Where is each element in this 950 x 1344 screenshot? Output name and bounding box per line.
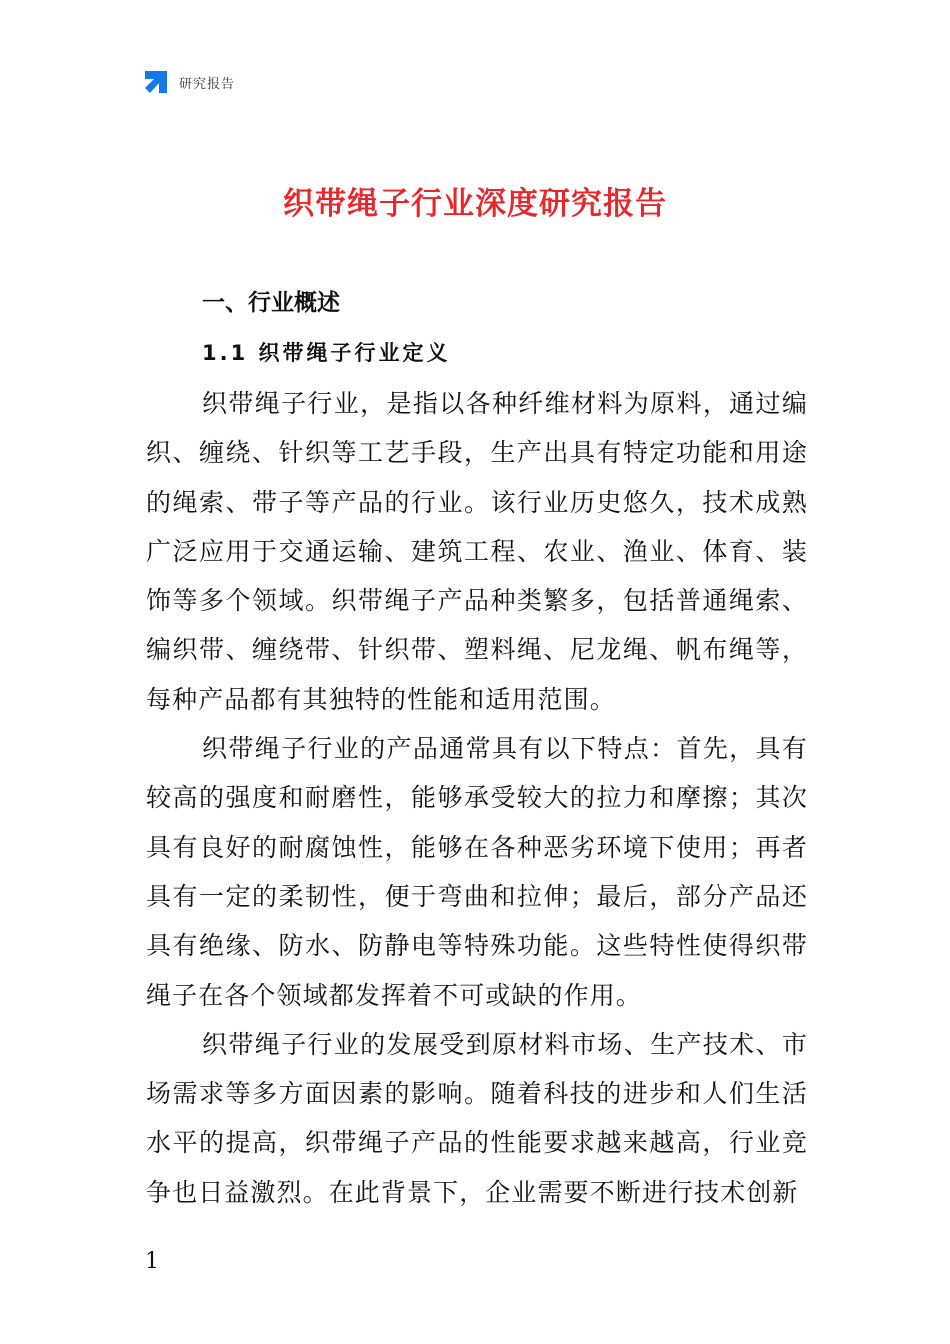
paragraph: 织带绳子行业，是指以各种纤维材料为原料，通过编织、缠绕、针织等工艺手段，生产出具有特定功能和用途的绳索、带子等产品的行业。该行业历史悠久，技术成熟广泛应用于交通运输、建筑工程、农业、渔业、体育、装饰等多个领域。织带绳子产品种类繁多，包括普通绳索、编织带、缠绕带、针织带、塑料绳、尼龙绳、帆布绳等，每种产品都有其独特的性能和适用范围。 <box>146 389 808 714</box>
paragraph: 织带绳子行业的发展受到原材料市场、生产技术、市场需求等多方面因素的影响。随着科技的进步和人们生活水平的提高，织带绳子产品的性能要求越来越高，行业竞争也日益激烈。在此背景下，企业需要不断进行技术创新 <box>146 1029 808 1207</box>
subsection-heading: 1.1 织带绳子行业定义 <box>202 341 451 365</box>
document-body <box>146 379 808 1217</box>
arrow-logo-icon <box>143 69 169 95</box>
header-label: 研究报告 <box>179 76 236 92</box>
page-header <box>143 68 235 96</box>
section-heading: 一、行业概述 <box>202 290 340 316</box>
document-title: 织带绳子行业深度研究报告 <box>283 186 667 222</box>
paragraph: 织带绳子行业的产品通常具有以下特点：首先，具有较高的强度和耐磨性，能够承受较大的拉力和摩擦；其次具有良好的耐腐蚀性，能够在各种恶劣环境下使用；再者具有一定的柔韧性，便于弯曲和拉伸；最后，部分产品还具有绝缘、防水、防静电等特殊功能。这些特性使得织带绳子在各个领域都发挥着不可或缺的作用。 <box>146 734 808 1010</box>
page-number: 1 <box>145 1249 159 1274</box>
